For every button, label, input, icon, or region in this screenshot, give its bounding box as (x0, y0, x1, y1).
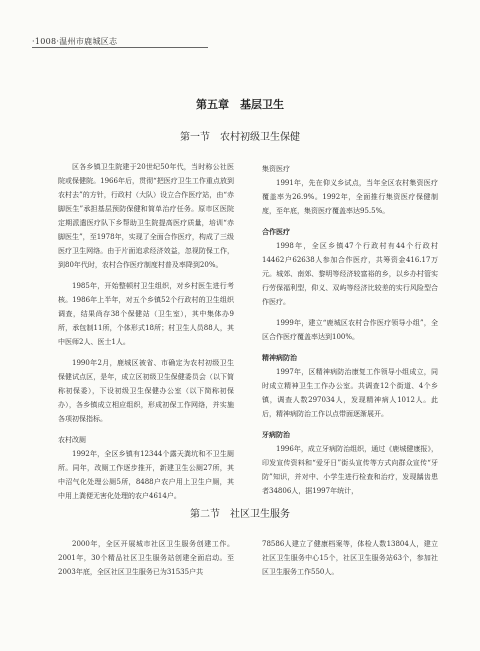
paragraph: 1991年，先在仰义乡试点，当年全区农村集资医疗覆盖率为26.9%。1992年，全面推行集资医疗保健制度，至年底，集资医疗覆盖率达95.5%。 (262, 179, 438, 215)
running-header: ·1008·温州市鹿城区志 (32, 37, 118, 46)
section2-right-column (262, 537, 438, 586)
paragraph: 1992年，全区乡镇有12344个露天粪坑和不卫生厕所。同年，改厕工作逐步推开，新建卫生公厕27所，其中沼气化处理公厕5所，8488户农户用上卫生户厕，其中用上粪便无害化处理的农户4614户。 (58, 450, 234, 500)
paragraph: 1999年，建立“鹿城区农村合作医疗领导小组”，全区合作医疗覆盖率达到100%。 (262, 319, 438, 341)
paragraph: 1990年2月，鹿城区被省、市确定为农村初级卫生保健试点区，是年，成立区初级卫生保健委员会（以下简称初保委），下设初级卫生保健办公室（以下简称初保办），各乡镇成立相应组织，形成初保工作网络，并实施各项初保指标。 (58, 359, 234, 423)
section2-left-column (58, 537, 234, 586)
header-rule (32, 47, 208, 48)
section-title: 第一节 农村初级卫生保健 (180, 132, 300, 143)
subheading: 集资医疗 (262, 165, 290, 173)
paragraph: 1998年，全区乡镇47个行政村有44个行政村14462户62638人参加合作医疗，共筹资金416.17万元。城郊、南郊、黎明等经济较富裕的乡，以乡办村管实行劳保福利型，仰义、双屿等经济比较差的实行风险型合作医疗。 (262, 242, 438, 306)
chapter-title: 第五章 基层卫生 (196, 98, 284, 111)
subheading: 精神病防治 (262, 354, 297, 362)
section1-right-column (262, 160, 438, 505)
subheading: 牙病防治 (262, 431, 290, 439)
paragraph: 1985年，开始整顿村卫生组织，对乡村医生进行考核。1986年上半年，对五个乡镇52个行政村的卫生组织调查，结果尚存38个保健站（卫生室），其中集体办9所，承包制11所，个体形式18所；村卫生人员88人，其中医师2人、医士1人。 (58, 282, 234, 346)
paragraph: 78586人建立了健康档案等，体检人数13804人，建立社区卫生服务中心15个，社区卫生服务站63个，参加社区卫生服务工作550人。 (262, 540, 438, 576)
subheading: 农村改厕 (58, 436, 86, 444)
paragraph: 1997年，区精神病防治康复工作领导小组成立，同时成立精神卫生工作办公室。共调查12个街道、4个乡镇，调查人数297034人，发现精神病人1012人。此后，精神病防治工作以点带面逐渐展开。 (262, 368, 438, 418)
section1-left-column (58, 160, 234, 510)
paragraph: 1996年，成立牙病防治组织，通过《鹿城健康报》，印发宣传资料和“爱牙日”街头宣传等方式向群众宣传“牙防”知识，并对中、小学生进行检查和治疗，发现龋齿患者34806人，据1997年统计， (262, 445, 438, 495)
subheading: 合作医疗 (262, 228, 290, 236)
section-title: 第二节 社区卫生服务 (190, 509, 290, 520)
paragraph: 2000年，全区开展城市社区卫生服务创建工作。2001年，30个精品社区卫生服务站创建全面启动。至2003年底，全区社区卫生服务已为31535户共 (58, 540, 234, 576)
paragraph: 区各乡镇卫生院建于20世纪50年代，当时称公社医院或保健院。1966年后，贯彻“把医疗卫生工作重点放到农村去”的方针，行政村（大队）设立合作医疗站，由“赤脚医生”承担基层预防保健和简单治疗任务。原市区医院定期派遣医疗队下乡帮助卫生院提高医疗质量，培训“赤脚医生”，至1978年，实现了全面合作医疗，构成了三级医疗卫生网络。由于片面追求经济效益，忽视防保工作，到80年代时，农村合作医疗制度村普及率降到20%。 (58, 163, 234, 269)
